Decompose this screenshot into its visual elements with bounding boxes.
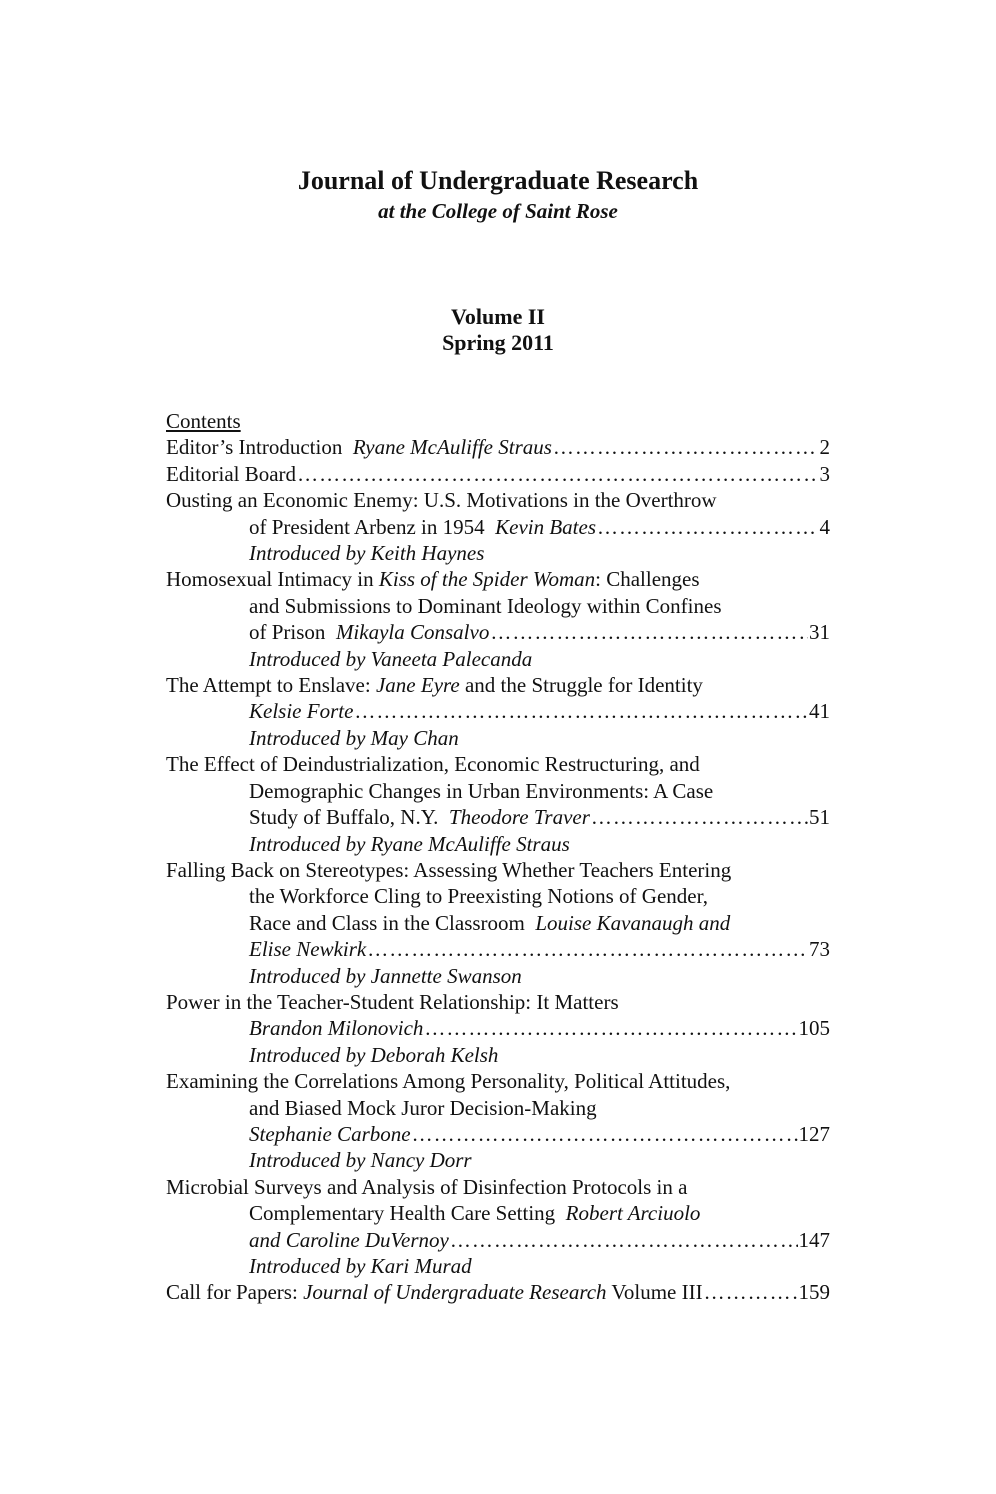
entry-author: Robert Arciuolo [565,1201,701,1226]
toc-entry-call-for-papers [166,1279,830,1305]
entry-introducer: Introduced by Kari Murad [249,1254,472,1278]
entry-page-number: 3 [819,461,830,486]
dot-leader [367,936,808,962]
entry-title-line: and Biased Mock Juror Decision-Making [249,1095,597,1120]
volume-label: Volume II [451,304,545,329]
entry-introducer: Introduced by Deborah Kelsh [249,1042,499,1067]
entry-title-line: Ousting an Economic Enemy: U.S. Motivations in the Overthrow [166,488,717,513]
contents-heading: Contents [166,409,241,433]
toc-entry-article [166,566,830,672]
volume-ref: Volume III [606,1280,703,1305]
entry-title: Call for Papers: [166,1280,304,1305]
entry-author: Kevin Bates [495,514,597,539]
work-title: Kiss of the Spider Woman [378,567,596,592]
dot-leader [354,698,808,724]
dot-leader [424,1015,797,1041]
entry-title: Editor’s Introduction [166,435,343,460]
dot-leader [553,434,819,460]
journal-name: Journal of Undergraduate Research [303,1280,607,1305]
work-title: Jane Eyre [375,673,460,698]
entry-page-number: 51 [809,805,830,830]
entry-page-number: 105 [798,1016,830,1041]
toc-entry-article [166,751,830,857]
dot-leader [597,514,818,540]
toc-entry-article [166,672,830,751]
entry-introducer: Introduced by Ryane McAuliffe Straus [249,831,570,856]
issue-season: Spring 2011 [442,330,554,355]
entry-page-number: 31 [809,620,830,645]
toc-entry-article [166,1174,830,1280]
entry-title-line: Power in the Teacher-Student Relationship: It Matters [166,989,619,1014]
dot-leader [704,1279,798,1305]
entry-title-line: Race and Class in the Classroom [249,910,525,935]
entry-title-line: Examining the Correlations Among Personality, Political Attitudes, [166,1069,731,1094]
toc-entry-article [166,487,830,566]
entry-title-line: the Workforce Cling to Preexisting Notions of Gender, [249,884,708,909]
entry-introducer: Introduced by Jannette Swanson [249,963,522,988]
entry-author: Theodore Traver [448,805,590,830]
entry-author: Brandon Milonovich [249,1016,424,1041]
journal-title: Journal of Undergraduate Research [297,166,699,195]
entry-introducer: Introduced by May Chan [249,725,459,750]
toc-entry-article [166,857,830,989]
entry-author: Louise Kavanaugh and [535,910,731,935]
entry-introducer: Introduced by Vaneeta Palecanda [249,646,533,671]
toc-entry-article [166,1068,830,1174]
dot-leader [297,461,818,487]
entry-introducer: Introduced by Nancy Dorr [249,1148,472,1173]
entry-page-number: 127 [798,1121,830,1146]
table-of-contents [166,408,830,1306]
entry-title-line: Study of Buffalo, N.Y. [249,805,439,830]
journal-subtitle: at the College of Saint Rose [378,199,618,223]
entry-title-line: The Attempt to Enslave: Jane Eyre and the Struggle for Identity [166,673,703,698]
entry-author: Ryane McAuliffe Straus [352,435,552,460]
toc-entry-article [166,989,830,1068]
dot-leader [412,1121,798,1147]
entry-title-line: and Submissions to Dominant Ideology within Confines [249,593,722,618]
entry-title-line: Microbial Surveys and Analysis of Disinfection Protocols in a [166,1174,688,1199]
entry-title-line: of Prison [249,620,326,645]
entry-title: Editorial Board [166,461,297,486]
entry-title-line: of President Arbenz in 1954 [249,514,485,539]
entry-author: Stephanie Carbone [249,1121,411,1146]
entry-title-line: Demographic Changes in Urban Environments: A Case [249,778,714,803]
entry-page-number: 4 [819,514,830,539]
entry-title-line: Falling Back on Stereotypes: Assessing Whether Teachers Entering [166,857,732,882]
toc-entry-editorial-board [166,461,830,487]
entry-title-line: Homosexual Intimacy in Kiss of the Spider Woman: Challenges [166,567,700,592]
entry-author: and Caroline DuVernoy [249,1227,449,1252]
entry-page-number: 159 [798,1280,830,1305]
dot-leader [450,1227,798,1253]
entry-introducer: Introduced by Keith Haynes [249,541,485,566]
entry-page-number: 73 [809,937,830,962]
entry-page-number: 147 [798,1227,830,1252]
dot-leader [591,804,808,830]
entry-author: Mikayla Consalvo [335,620,490,645]
entry-title-line: The Effect of Deindustrialization, Economic Restructuring, and [166,752,700,777]
dot-leader [490,619,808,645]
entry-page-number: 41 [809,699,830,724]
entry-author: Kelsie Forte [249,699,354,724]
entry-title-line: Complementary Health Care Setting [249,1201,556,1226]
entry-page-number: 2 [819,435,830,460]
toc-entry-editors-introduction [166,434,830,460]
entry-author: Elise Newkirk [249,937,367,962]
